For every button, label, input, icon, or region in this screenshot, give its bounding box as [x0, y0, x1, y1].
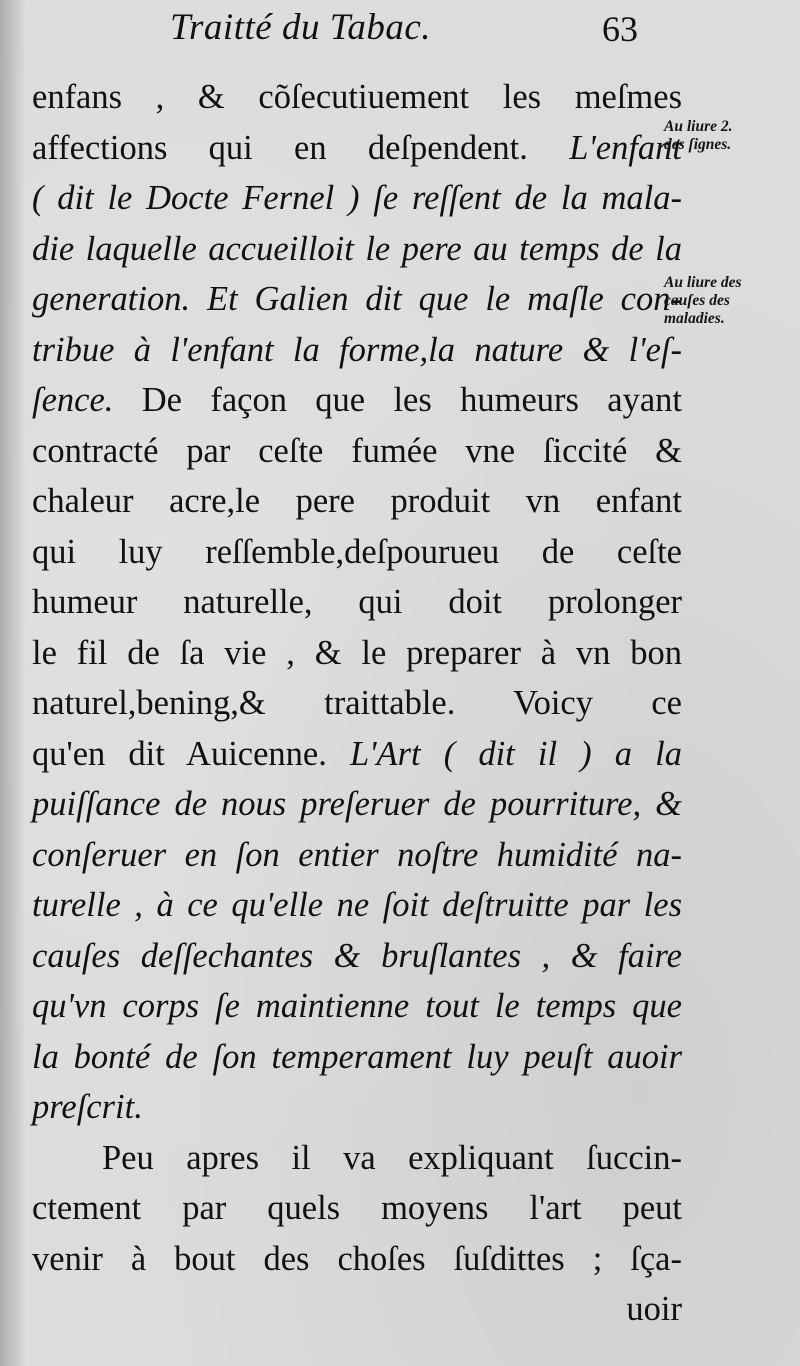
running-title: Traitté du Tabac.: [170, 7, 432, 48]
text-line: [32, 577, 682, 628]
text-line: [32, 1234, 682, 1285]
text-line: [32, 830, 682, 881]
roman-text: venir à bout des choſes ſuſdittes ; ſça-: [32, 1239, 682, 1278]
catchword-line: [32, 1284, 682, 1335]
text-line: [32, 72, 682, 123]
text-line: [32, 173, 682, 224]
text-line: [32, 123, 682, 174]
roman-text: chaleur acre,le pere produit vn enfant: [32, 482, 682, 520]
italic-text: generation. Et Galien dit que le maſle con-: [32, 280, 682, 318]
italic-text: L'Art ( dit il ) a la: [349, 734, 682, 773]
text-line: [32, 779, 682, 830]
page-number: 63: [602, 9, 638, 49]
italic-text: turelle , à ce qu'elle ne ſoit deſtruitte par les: [32, 886, 682, 924]
italic-text: puiſſance de nous preſeruer de pourriture, &: [32, 785, 682, 823]
text-line: [32, 1032, 682, 1083]
roman-text: le fil de ſa vie , & le preparer à vn bon: [32, 633, 682, 672]
spine-shadow: [0, 0, 26, 1366]
text-line: [32, 981, 682, 1032]
text-line: [32, 375, 682, 426]
text-line: [32, 931, 682, 982]
margin-note-line: des ſignes.: [664, 136, 732, 153]
italic-text: qu'vn corps ſe maintienne tout le temps que: [32, 987, 682, 1025]
text-line: [32, 678, 682, 729]
roman-text: uoir: [626, 1290, 682, 1328]
roman-text: enfans , & cõſecutiuement les meſmes: [32, 78, 682, 116]
text-line: [32, 1082, 682, 1133]
margin-note-signes: [664, 118, 798, 154]
text-line: [32, 880, 682, 931]
margin-note-line: maladies.: [664, 310, 725, 327]
body-text: [32, 72, 682, 1335]
roman-text: humeur naturelle, qui doit prolonger: [32, 583, 682, 621]
text-line: [32, 729, 682, 780]
roman-text: naturel,bening,& traittable. Voicy ce: [32, 684, 682, 722]
text-line: [32, 274, 682, 325]
roman-text: ctement par quels moyens l'art peut: [32, 1189, 682, 1227]
text-line: [32, 1183, 682, 1234]
italic-text: la bonté de ſon temperament luy peuſt auoir: [32, 1037, 682, 1076]
text-line: [32, 325, 682, 376]
italic-text: die laquelle accueilloit le pere au temps de la: [32, 229, 682, 268]
text-line: [32, 224, 682, 275]
italic-text: cauſes deſſechantes & bruſlantes , & faire: [32, 936, 682, 975]
italic-text: tribue à l'enfant la forme,la nature & l'eſ-: [32, 330, 682, 369]
margin-note-line: Au liure 2.: [664, 118, 733, 135]
text-line: [32, 628, 682, 679]
margin-note-line: Au liure des: [664, 274, 742, 291]
paragraph-first-line: [32, 1133, 682, 1184]
italic-text: ( dit le Docte Fernel ) ſe reſſent de la mala-: [32, 179, 682, 217]
margin-note-maladies: [664, 274, 798, 328]
roman-text: affections qui en deſpendent.: [32, 128, 570, 167]
text-line: [32, 476, 682, 527]
italic-text: ſence.: [32, 381, 142, 419]
roman-text: qu'en dit Auicenne.: [32, 734, 350, 773]
italic-text: L'enfant: [569, 128, 682, 167]
italic-text: conſeruer en ſon entier noſtre humidité na-: [32, 835, 682, 874]
roman-text: De façon que les humeurs ayant: [141, 381, 682, 419]
margin-note-line: cauſes des: [664, 292, 730, 309]
roman-text: contracté par ceſte fumée vne ſiccité &: [32, 431, 682, 470]
roman-text: Peu apres il va expliquant ſuccin-: [102, 1138, 682, 1177]
roman-text: qui luy reſſemble,deſpourueu de ceſte: [32, 532, 682, 571]
text-line: [32, 527, 682, 578]
text-line: [32, 426, 682, 477]
italic-text: preſcrit.: [32, 1088, 143, 1126]
